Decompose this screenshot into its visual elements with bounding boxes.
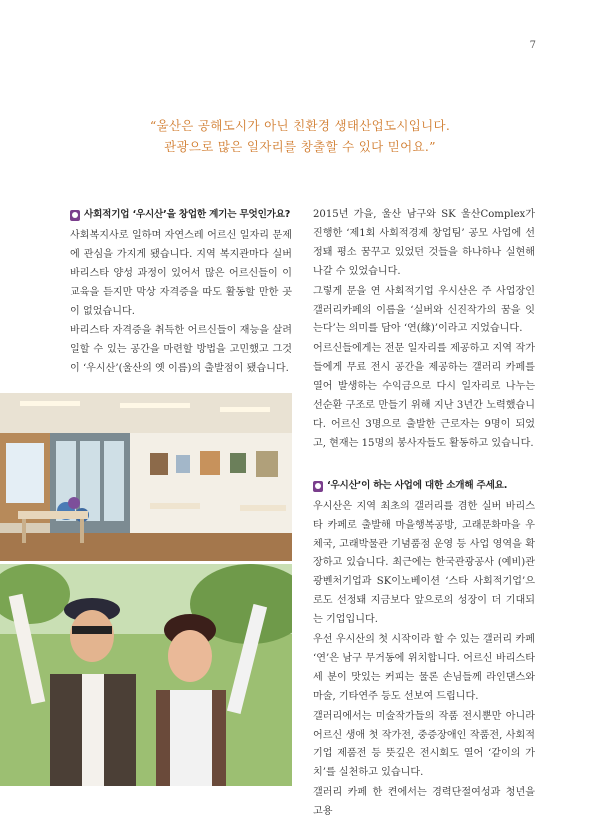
photo-gallery-cafe [0, 393, 292, 561]
gallery-cafe-photo-icon [0, 393, 292, 561]
pull-quote-line-1: “울산은 공해도시가 아닌 친환경 생태산업도시입니다. [149, 118, 451, 133]
paragraph: 갤러리에서는 미술작가들의 작품 전시뿐만 아니라 어르신 생애 첫 작가전, 중증장애인 작품전, 사회적기업 제품전 등 뜻깊은 전시회도 열어 ‘같이의 가치’를 실천하고 있습니다. [313, 710, 535, 779]
paragraph: 2015년 가을, 울산 남구와 SK 울산Complex가 진행한 ‘제1회 사회적경제 창업팀’ 공모 사업에 선정돼 평소 꿈꾸고 있었던 것들을 하나하나 실현해 나갈 수 있었습니다. [313, 209, 535, 277]
left-column [70, 206, 292, 380]
question-icon [313, 481, 323, 492]
question-heading-2-text: ‘우시산’이 하는 사업에 대한 소개해 주세요. [327, 479, 508, 491]
question-icon [70, 210, 80, 221]
page-number: 7 [529, 40, 536, 51]
paragraph: 어르신들에게는 전문 일자리를 제공하고 지역 작가들에게 무료 전시 공간을 제공하는 갤러리 카페를 열어 발생하는 수익금으로 다시 일자리로 나누는 선순환 구조로 만들기 위해 지난 3년간 노력했습니다. 어르신 3명으로 출발한 근로자는 9명이 되었고, 현재는 15명의 봉사자들도 활동하고 있습니다. [313, 343, 535, 449]
right-column [313, 206, 535, 823]
paragraph: 바리스타 자격증을 취득한 어르신들이 재능을 살려 일할 수 있는 공간을 마련할 방법을 고민했고 그것이 ‘우시산’(울산의 옛 이름)의 출발점이 됐습니다. [70, 325, 292, 375]
paragraph: 그렇게 문을 연 사회적기업 우시산은 주 사업장인 갤러리카페의 이름을 ‘실버와 신진작가의 꿈을 잇는다’는 의미를 담아 ‘연(緣)’이라고 지었습니다. [313, 285, 535, 335]
question-heading-1 [70, 206, 292, 225]
question-heading-1-text: 사회적기업 ‘우시산’을 창업한 계기는 무엇인가요? [84, 209, 291, 220]
photo-seniors [0, 564, 292, 786]
question-heading-2 [313, 477, 535, 496]
paragraph: 우선 우시산의 첫 시작이라 할 수 있는 갤러리 카페 ‘연’은 남구 무거동에 위치합니다. 어르신 바리스타 세 분이 맛있는 커피는 물론 손님들께 라인댄스와 마술, 기타연주 등도 선보여 드립니다. [313, 634, 535, 702]
paragraph: 우시산은 지역 최초의 갤러리를 겸한 실버 바리스타 카페로 출발해 마을행복공방, 고래문화마을 우체국, 고래박물관 기념품점 운영 등 사업 영역을 확장하고 있습니다. 최근에는 한국관광공사 (예비)관광벤처기업과 SK이노베이션 ‘스타 사회적기업’으로도 선정돼 지금보다 앞으로의 성장이 더 기대되는 기업입니다. [313, 500, 535, 626]
pull-quote [0, 115, 600, 157]
seniors-photo-icon [0, 564, 292, 786]
paragraph: 사회복지사로 일하며 자연스레 어르신 일자리 문제에 관심을 가지게 됐습니다. 지역 복지관마다 실버 바리스타 양성 과정이 있어서 많은 어르신들이 이 교육을 듣지만 막상 자격증을 따도 활동할 만한 곳이 없었습니다. [70, 229, 292, 317]
paragraph: 갤러리 카페 한 켠에서는 경력단절여성과 청년을 고용 [313, 787, 535, 818]
pull-quote-line-2: 관광으로 많은 일자리를 창출할 수 있다 믿어요.” [164, 139, 436, 154]
